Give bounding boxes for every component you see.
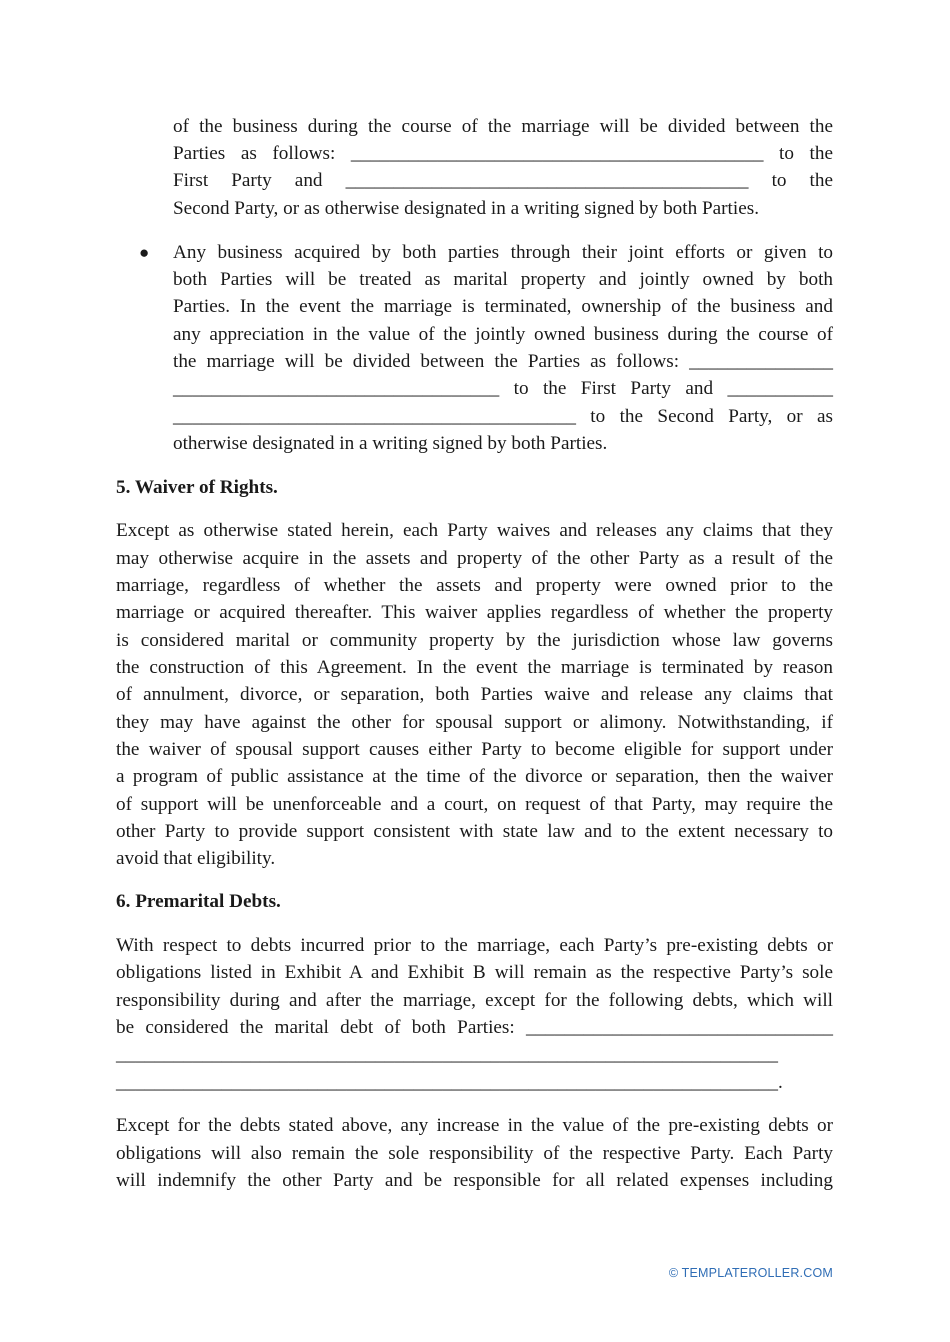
text-line: the waiver of spousal support causes either Party to become eligible for support under — [116, 739, 833, 760]
text-line: Except for the debts stated above, any increase in the value of the pre-existing debts or — [116, 1115, 833, 1136]
text-line: is considered marital or community property by the jurisdiction whose law governs — [116, 630, 833, 651]
text-line: of annulment, divorce, or separation, both Parties waive and release any claims that — [116, 684, 833, 705]
text-line: With respect to debts incurred prior to the marriage, each Party’s pre-existing debts or — [116, 935, 833, 956]
blank-line: _____________________________________________________________________ — [116, 1044, 778, 1065]
text-line: otherwise designated in a writing signed by both Parties. — [173, 433, 608, 454]
text-line: avoid that eligibility. — [116, 848, 276, 869]
section-heading: 5. Waiver of Rights. — [116, 477, 278, 498]
footer-copyright: © TEMPLATEROLLER.COM — [668, 1266, 833, 1280]
text-line: Except as otherwise stated herein, each Party waives and releases any claims that they — [116, 520, 833, 541]
text-line: responsibility during and after the marriage, except for the following debts, which will — [116, 990, 833, 1011]
bullet-marker: ● — [139, 243, 150, 262]
text-line: a program of public assistance at the time of the divorce or separation, then the waiver — [116, 766, 833, 787]
text-line: Any business acquired by both parties through their joint efforts or given to — [173, 242, 833, 263]
text-line: the marriage will be divided between the Parties as follows: _______________ — [173, 351, 833, 372]
text-line: may otherwise acquire in the assets and property of the other Party as a result of the — [116, 548, 833, 569]
text-line: marriage, regardless of whether the assets and property were owned prior to the — [116, 575, 833, 596]
text-line: any appreciation in the value of the jointly owned business during the course of — [173, 324, 833, 345]
text-line: First Party and __________________________________________ to the — [173, 170, 833, 191]
text-line: other Party to provide support consistent with state law and to the extent necessary to — [116, 821, 833, 842]
text-line: of support will be unenforceable and a court, on request of that Party, may require the — [116, 794, 833, 815]
text-line: Parties as follows: ___________________________________________ to the — [173, 143, 833, 164]
text-line: obligations listed in Exhibit A and Exhibit B will remain as the respective Party’s sole — [116, 962, 833, 983]
text-line: they may have against the other for spousal support or alimony. Notwithstanding, if — [116, 712, 833, 733]
text-line: marriage or acquired thereafter. This waiver applies regardless of whether the property — [116, 602, 833, 623]
section-heading: 6. Premarital Debts. — [116, 891, 281, 912]
text-line: __________________________________ to the First Party and ___________ — [173, 378, 833, 399]
text-line: obligations will also remain the sole responsibility of the respective Party. Each Party — [116, 1143, 833, 1164]
text-line: both Parties will be treated as marital property and jointly owned by both — [173, 269, 833, 290]
text-line: of the business during the course of the marriage will be divided between the — [173, 116, 833, 137]
text-line: Parties. In the event the marriage is terminated, ownership of the business and — [173, 296, 833, 317]
text-line: __________________________________________ to the Second Party, or as — [173, 406, 833, 427]
text-line: be considered the marital debt of both Parties: ________________________________ — [116, 1017, 833, 1038]
text-line: will indemnify the other Party and be responsible for all related expenses including — [116, 1170, 833, 1191]
blank-line: _____________________________________________________________________. — [116, 1072, 783, 1093]
text-line: the construction of this Agreement. In the event the marriage is terminated by reason — [116, 657, 833, 678]
text-line: Second Party, or as otherwise designated in a writing signed by both Parties. — [173, 198, 759, 219]
